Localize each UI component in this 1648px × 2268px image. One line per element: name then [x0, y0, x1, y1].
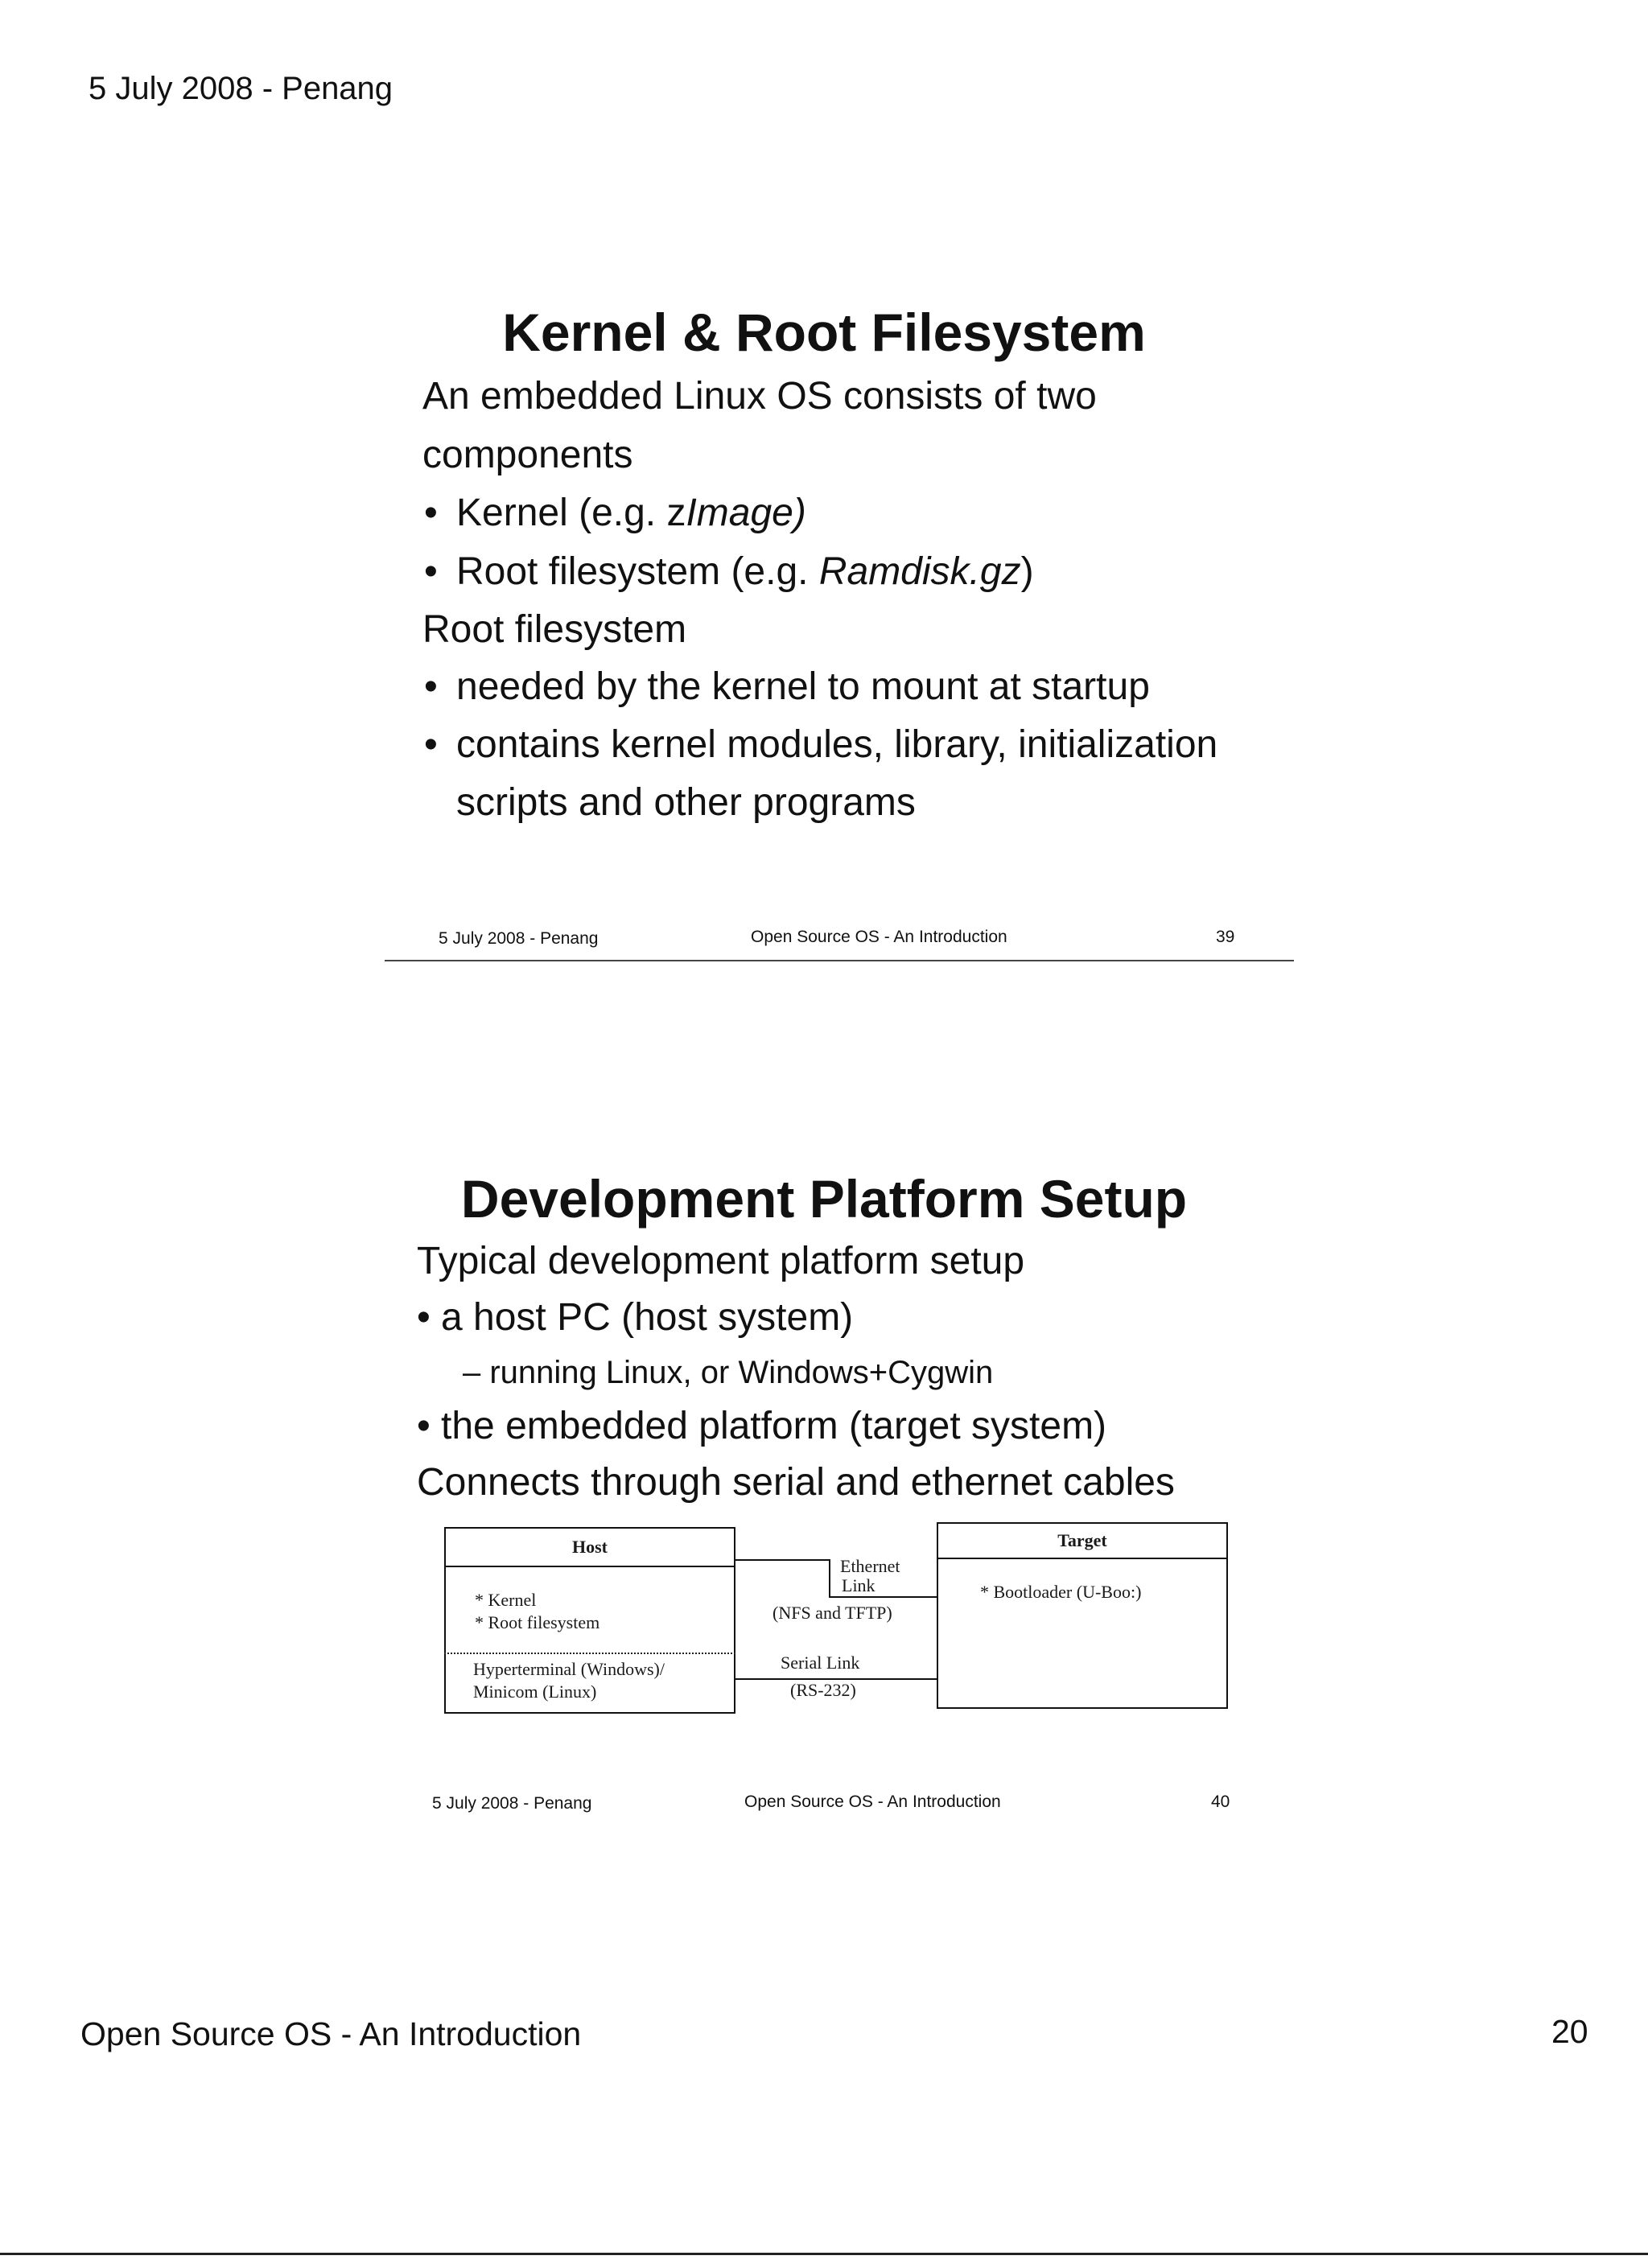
slide-title-kernel: Kernel & Root Filesystem	[502, 303, 1146, 362]
page-bottom-rule	[0, 2253, 1648, 2255]
slide40-bullet-embedded	[417, 1404, 1107, 1448]
ethernet-label-line2: Link	[842, 1575, 876, 1595]
ethernet-label-line1: Ethernet	[840, 1556, 900, 1576]
bullet-icon: •	[417, 1296, 431, 1339]
slide39-bullet-rootfs	[424, 550, 1034, 594]
slide40-footer-title: Open Source OS - An Introduction	[744, 1793, 1001, 1811]
ethernet-link-line-target	[829, 1596, 937, 1598]
dev-platform-diagram	[443, 1521, 1231, 1722]
bullet-kernel-text: Kernel (e.g. z	[456, 492, 686, 534]
ethernet-protocols-label: (NFS and TFTP)	[772, 1603, 892, 1623]
slide39-bullet-contains-line2: scripts and other programs	[456, 781, 916, 824]
bullet-icon: •	[424, 723, 438, 766]
slide40-sub-running: – running Linux, or Windows+Cygwin	[463, 1355, 994, 1390]
slide39-intro-line1: An embedded Linux OS consists of two	[422, 375, 1097, 418]
page-footer-title: Open Source OS - An Introduction	[80, 2015, 582, 2052]
slide-title-devplatform: Development Platform Setup	[460, 1169, 1188, 1229]
serial-link-label: Serial Link	[781, 1653, 860, 1673]
target-item-bootloader: * Bootloader (U-Boo:)	[980, 1582, 1142, 1602]
slide39-intro-line2: components	[422, 434, 633, 476]
bullet-rootfs-suffix: )	[1020, 550, 1034, 593]
bullet-icon: •	[424, 492, 438, 534]
slide39-footer-number: 39	[1216, 928, 1235, 946]
bullet-rootfs-text: Root filesystem (e.g.	[456, 550, 819, 593]
bullet-kernel-italic: Image)	[686, 492, 806, 534]
slide39-bullet-mount	[424, 665, 1150, 709]
page-header-date: 5 July 2008 - Penang	[89, 71, 393, 106]
host-item-rootfs: * Root filesystem	[475, 1612, 600, 1632]
host-tools-divider	[444, 1653, 735, 1654]
bullet-icon: •	[424, 550, 438, 593]
host-title-divider	[444, 1566, 735, 1567]
slide40-footer-date: 5 July 2008 - Penang	[432, 1794, 592, 1813]
ethernet-link-line-vertical	[829, 1559, 830, 1596]
slide40-line1: Typical development platform setup	[417, 1240, 1025, 1282]
ethernet-link-line-host	[735, 1559, 829, 1561]
bullet-icon: •	[424, 665, 438, 708]
page-number: 20	[1551, 2013, 1588, 2050]
bullet-mount-text: needed by the kernel to mount at startup	[456, 665, 1150, 708]
slide39-bullet-contains	[424, 722, 1218, 767]
serial-link-rs232: (RS-232)	[790, 1680, 856, 1700]
slide39-footer-date: 5 July 2008 - Penang	[439, 929, 599, 948]
bullet-contains-line1: contains kernel modules, library, initialization	[456, 723, 1218, 766]
slide40-bullet-hostpc	[417, 1295, 854, 1340]
slide39-footer-rule	[385, 960, 1294, 961]
bullet-rootfs-italic: Ramdisk.gz	[818, 550, 1021, 593]
host-tool-minicom: Minicom (Linux)	[473, 1681, 597, 1702]
target-title-divider	[937, 1558, 1228, 1559]
bullet-embedded-text: the embedded platform (target system)	[441, 1405, 1107, 1447]
slide40-footer-number: 40	[1211, 1793, 1230, 1811]
bullet-icon: •	[417, 1405, 431, 1447]
host-tool-hyperterminal: Hyperterminal (Windows)/	[473, 1659, 665, 1679]
target-title: Target	[1057, 1530, 1107, 1550]
slide39-section-rootfs: Root filesystem	[422, 608, 687, 651]
host-title: Host	[572, 1537, 608, 1557]
slide40-line2: Connects through serial and ethernet cables	[417, 1461, 1175, 1504]
slide39-bullet-kernel	[424, 491, 806, 535]
host-item-kernel: * Kernel	[475, 1590, 537, 1610]
bullet-hostpc-text: a host PC (host system)	[441, 1296, 854, 1339]
slide39-footer-title: Open Source OS - An Introduction	[751, 928, 1007, 946]
